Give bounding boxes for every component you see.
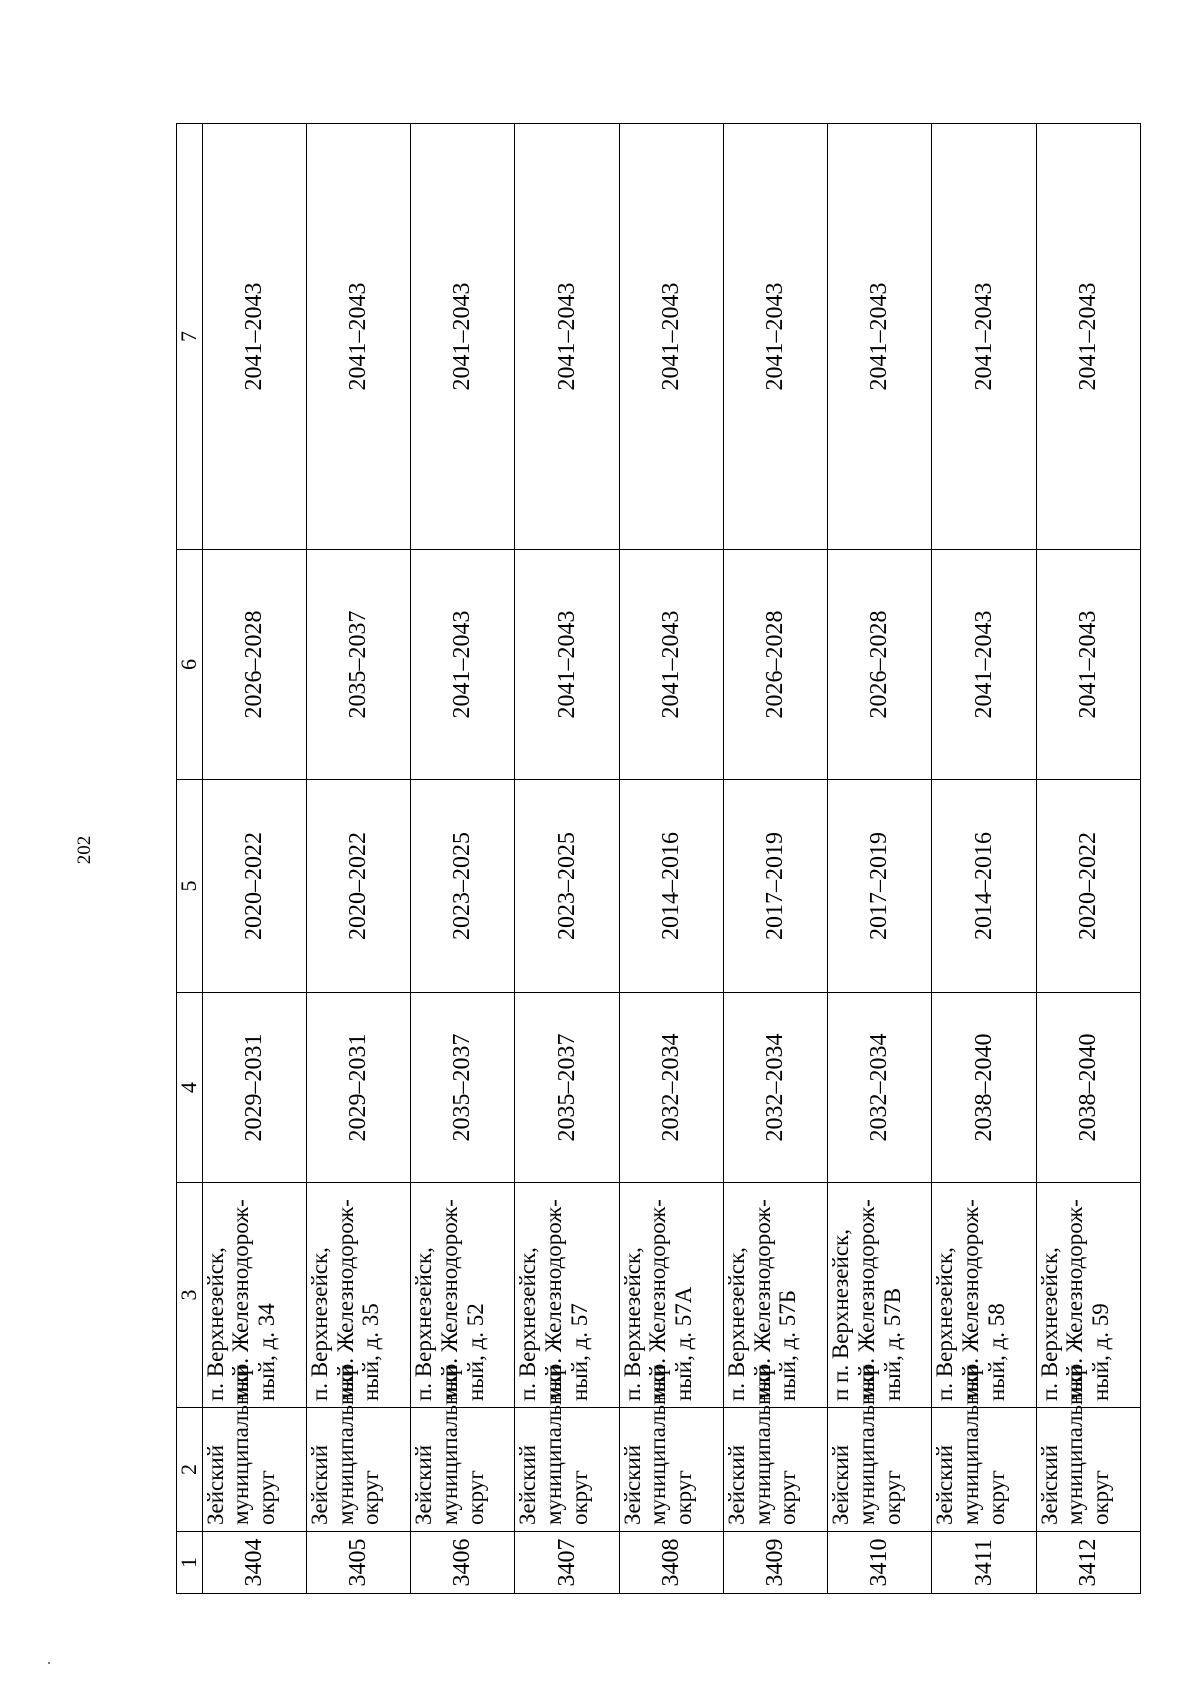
- municipality-cell-line: Зейский: [202, 1444, 228, 1525]
- housing-schedule-table: [176, 123, 1141, 1594]
- row-number-cell: 3412: [1036, 1532, 1140, 1594]
- municipality-cell-line: Зейский: [828, 1444, 854, 1525]
- period-col4-cell: 2029–2031: [202, 993, 306, 1183]
- address-cell-line: ный, д. 57В: [879, 1287, 905, 1401]
- column-header: 5: [177, 780, 203, 993]
- municipality-cell-line: муниципальный: [749, 1364, 775, 1525]
- period-col7-cell: 2041–2043: [723, 124, 827, 550]
- column-header: 1: [177, 1532, 203, 1594]
- address-cell-line: ный, д. 58: [983, 1303, 1009, 1401]
- municipality-cell-line: Зейский: [723, 1444, 749, 1525]
- period-col6-cell: 2041–2043: [411, 550, 515, 780]
- address-cell: [515, 1183, 619, 1408]
- municipality-cell-line: муниципальный: [228, 1364, 254, 1525]
- period-col5-cell: 2020–2022: [306, 780, 410, 993]
- period-col6-cell: 2026–2028: [202, 550, 306, 780]
- municipality-cell-line: округ: [775, 1470, 801, 1525]
- municipality-cell: [411, 1364, 515, 1532]
- period-col6-cell: 2041–2043: [619, 550, 723, 780]
- row-number-cell: 3408: [619, 1532, 723, 1594]
- column-header: 7: [177, 124, 203, 550]
- period-col5-cell: 2017–2019: [723, 780, 827, 993]
- address-cell-line: ный, д. 59: [1088, 1303, 1114, 1401]
- address-cell: [202, 1183, 306, 1408]
- address-cell-line: мкр. Железнодорож-: [958, 1199, 984, 1401]
- municipality-cell-line: муниципальный: [332, 1364, 358, 1525]
- municipality-cell: [723, 1364, 827, 1532]
- municipality-cell-line: Зейский: [932, 1444, 958, 1525]
- municipality-cell-line: округ: [1088, 1470, 1114, 1525]
- municipality-cell-line: округ: [983, 1470, 1009, 1525]
- scan-speck: [48, 1662, 50, 1664]
- address-cell-line: п. Верхнезейск,: [515, 1247, 541, 1401]
- municipality-cell: [932, 1364, 1036, 1532]
- address-cell: [306, 1183, 410, 1408]
- column-header: 3: [177, 1183, 203, 1408]
- period-col5-cell: 2014–2016: [619, 780, 723, 993]
- address-cell-line: п. Верхнезейск,: [932, 1247, 958, 1401]
- period-col5-cell: 2023–2025: [411, 780, 515, 993]
- municipality-cell: [828, 1364, 932, 1532]
- address-cell: [411, 1183, 515, 1408]
- column-header: 2: [177, 1408, 203, 1532]
- municipality-cell-line: Зейский: [1036, 1444, 1062, 1525]
- table-row: [515, 124, 619, 1594]
- period-col4-cell: 2035–2037: [411, 993, 515, 1183]
- period-col6-cell: 2035–2037: [306, 550, 410, 780]
- page-number: 202: [74, 835, 95, 865]
- column-header: 4: [177, 993, 203, 1183]
- address-cell-line: п. Верхнезейск,: [411, 1247, 437, 1401]
- table-row: [306, 124, 410, 1594]
- municipality-cell: [515, 1364, 619, 1532]
- period-col5-cell: 2020–2022: [1036, 780, 1140, 993]
- period-col4-cell: 2032–2034: [828, 993, 932, 1183]
- address-cell-line: ный, д. 35: [358, 1303, 384, 1401]
- address-cell-line: ный, д. 34: [254, 1303, 280, 1401]
- row-number-cell: 3411: [932, 1532, 1036, 1594]
- row-number-cell: 3404: [202, 1532, 306, 1594]
- municipality-cell-line: округ: [671, 1470, 697, 1525]
- address-cell-line: мкр. Железнодорож-: [1062, 1199, 1088, 1401]
- address-cell: [932, 1183, 1036, 1408]
- address-cell: [619, 1183, 723, 1408]
- municipality-cell-line: муниципальный: [541, 1364, 567, 1525]
- municipality-cell-line: округ: [566, 1470, 592, 1525]
- row-number-cell: 3407: [515, 1532, 619, 1594]
- row-number-cell: 3405: [306, 1532, 410, 1594]
- period-col7-cell: 2041–2043: [515, 124, 619, 550]
- address-cell-line: ный, д. 52: [462, 1303, 488, 1401]
- period-col6-cell: 2041–2043: [1036, 550, 1140, 780]
- address-cell-line: мкр. Железнодорож-: [541, 1199, 567, 1401]
- row-number-cell: 3409: [723, 1532, 827, 1594]
- period-col5-cell: 2023–2025: [515, 780, 619, 993]
- period-col4-cell: 2029–2031: [306, 993, 410, 1183]
- period-col7-cell: 2041–2043: [411, 124, 515, 550]
- municipality-cell-line: Зейский: [411, 1444, 437, 1525]
- municipality-cell: [619, 1364, 723, 1532]
- address-cell-line: п. Верхнезейск,: [619, 1247, 645, 1401]
- table-row: [723, 124, 827, 1594]
- period-col7-cell: 2041–2043: [1036, 124, 1140, 550]
- table-area: [176, 124, 1141, 1594]
- period-col7-cell: 2041–2043: [932, 124, 1036, 550]
- period-col4-cell: 2038–2040: [1036, 993, 1140, 1183]
- row-number-cell: 3410: [828, 1532, 932, 1594]
- address-cell-line: мкр. Железнодорож-: [645, 1199, 671, 1401]
- address-cell-line: п п. Верхнезейск,: [828, 1229, 854, 1401]
- address-cell-line: мкр. Железнодорож-: [436, 1199, 462, 1401]
- address-cell-line: ный, д. 57: [566, 1303, 592, 1401]
- period-col5-cell: 2014–2016: [932, 780, 1036, 993]
- period-col4-cell: 2032–2034: [619, 993, 723, 1183]
- table-row: [828, 124, 932, 1594]
- row-number-cell: 3406: [411, 1532, 515, 1594]
- address-cell-line: мкр. Железнодорож-: [228, 1199, 254, 1401]
- period-col5-cell: 2017–2019: [828, 780, 932, 993]
- municipality-cell-line: муниципальный: [645, 1364, 671, 1525]
- municipality-cell-line: Зейский: [619, 1444, 645, 1525]
- address-cell-line: п. Верхнезейск,: [306, 1247, 332, 1401]
- municipality-cell-line: округ: [879, 1470, 905, 1525]
- address-cell-line: мкр. Железнодорож-: [853, 1199, 879, 1401]
- address-cell: [1036, 1183, 1140, 1408]
- municipality-cell-line: округ: [358, 1470, 384, 1525]
- table-row: [932, 124, 1036, 1594]
- table-row: [619, 124, 723, 1594]
- municipality-cell-line: округ: [254, 1470, 280, 1525]
- table-row: [1036, 124, 1140, 1594]
- address-cell-line: ный, д. 57Б: [775, 1290, 801, 1401]
- period-col5-cell: 2020–2022: [202, 780, 306, 993]
- address-cell-line: мкр. Железнодорож-: [749, 1199, 775, 1401]
- municipality-cell-line: муниципальный: [1062, 1364, 1088, 1525]
- address-cell: [828, 1183, 932, 1408]
- period-col6-cell: 2041–2043: [932, 550, 1036, 780]
- municipality-cell-line: муниципальный: [853, 1364, 879, 1525]
- period-col7-cell: 2041–2043: [828, 124, 932, 550]
- municipality-cell-line: муниципальный: [436, 1364, 462, 1525]
- municipality-cell-line: Зейский: [515, 1444, 541, 1525]
- table-row: [202, 124, 306, 1594]
- period-col4-cell: 2038–2040: [932, 993, 1036, 1183]
- period-col7-cell: 2041–2043: [619, 124, 723, 550]
- column-header: 6: [177, 550, 203, 780]
- municipality-cell-line: Зейский: [306, 1444, 332, 1525]
- municipality-cell: [202, 1364, 306, 1532]
- address-cell-line: мкр. Железнодорож-: [332, 1199, 358, 1401]
- address-cell-line: п. Верхнезейск,: [723, 1247, 749, 1401]
- municipality-cell-line: муниципальный: [958, 1364, 984, 1525]
- municipality-cell-line: округ: [462, 1470, 488, 1525]
- address-cell-line: п. Верхнезейск,: [1036, 1247, 1062, 1401]
- period-col4-cell: 2032–2034: [723, 993, 827, 1183]
- address-cell-line: ный, д. 57А: [671, 1286, 697, 1401]
- address-cell-line: п. Верхнезейск,: [202, 1247, 228, 1401]
- address-cell: [723, 1183, 827, 1408]
- period-col6-cell: 2026–2028: [723, 550, 827, 780]
- period-col6-cell: 2026–2028: [828, 550, 932, 780]
- period-col6-cell: 2041–2043: [515, 550, 619, 780]
- period-col7-cell: 2041–2043: [306, 124, 410, 550]
- municipality-cell: [306, 1364, 410, 1532]
- municipality-cell: [1036, 1364, 1140, 1532]
- period-col4-cell: 2035–2037: [515, 993, 619, 1183]
- table-row: [411, 124, 515, 1594]
- header-row: [177, 124, 203, 1594]
- period-col7-cell: 2041–2043: [202, 124, 306, 550]
